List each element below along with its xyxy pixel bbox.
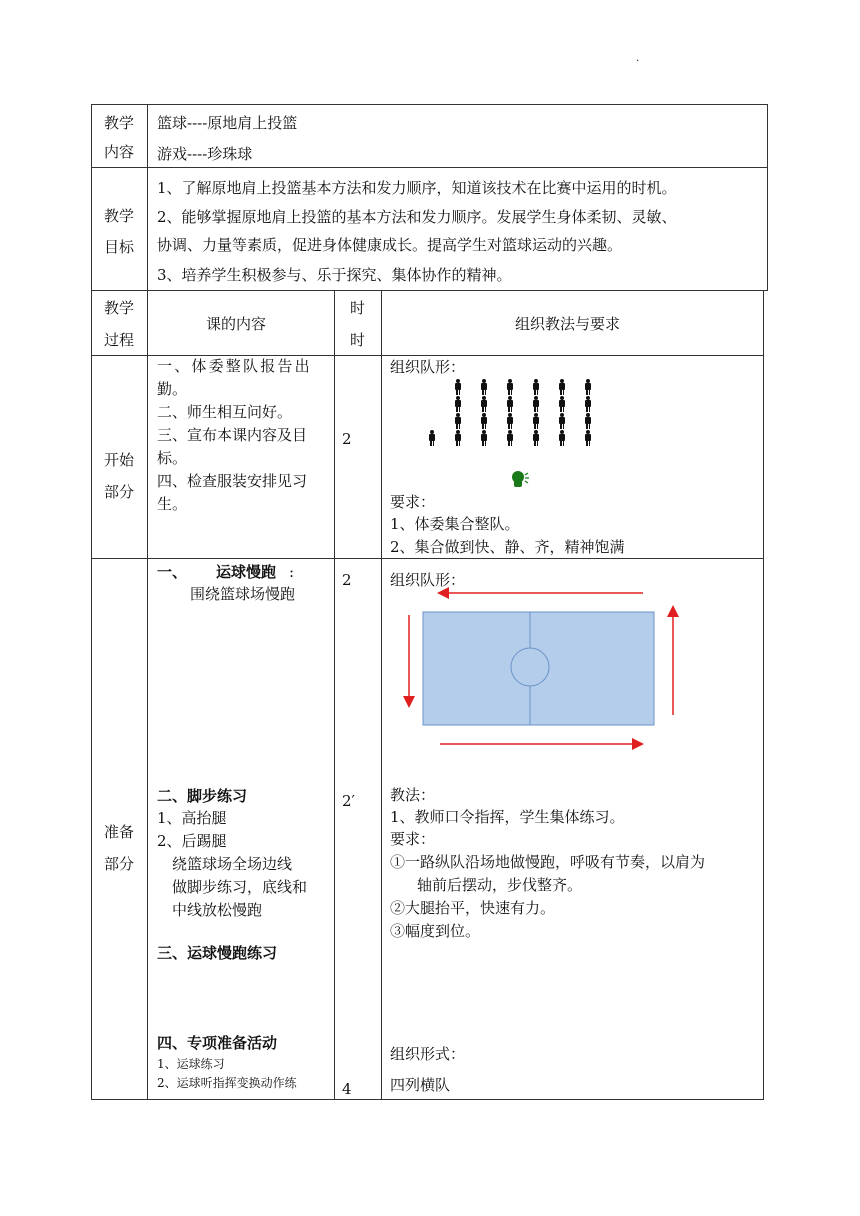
row3-label-2: 过程 xyxy=(104,331,135,349)
row1-label-2: 内容 xyxy=(104,143,135,161)
start-item-4b: 生。 xyxy=(157,495,188,513)
row2-label-2: 目标 xyxy=(104,238,135,256)
student-icon xyxy=(533,413,539,429)
court-diagram xyxy=(400,585,690,755)
prep-form-value: 四列横队 xyxy=(390,1076,451,1094)
prep-s1-colon: : xyxy=(289,563,295,581)
prep-s4-item-1: 1、运球练习 xyxy=(157,1057,225,1071)
student-icon xyxy=(559,430,565,446)
student-icon xyxy=(559,379,565,395)
objective-2: 2、能够掌握原地肩上投篮的基本方法和发力顺序。发展学生身体柔韧、灵敏、 xyxy=(157,208,677,226)
row1-label-1: 教学 xyxy=(104,114,135,132)
prep-s4-title: 四、专项准备活动 xyxy=(157,1034,278,1052)
student-icon xyxy=(507,396,513,412)
objective-3: 3、培养学生积极参与、乐于探究、集体协作的精神。 xyxy=(157,266,512,284)
student-icon xyxy=(533,396,539,412)
start-item-4: 四、检查服装安排见习 xyxy=(157,472,308,490)
prep-req-1b: 轴前后摆动，步伐整齐。 xyxy=(417,876,583,894)
student-icon xyxy=(429,430,435,446)
prep-label-1: 准备 xyxy=(104,823,135,841)
student-formation xyxy=(420,375,600,455)
prep-form-title: 组织形式： xyxy=(390,1045,466,1063)
prep-s1-number: 一、 xyxy=(157,563,188,581)
start-item-3b: 标。 xyxy=(157,449,188,467)
student-icon xyxy=(559,396,565,412)
student-icon xyxy=(507,379,513,395)
start-time: 2 xyxy=(342,430,352,448)
prep-s2-desc-3: 中线放松慢跑 xyxy=(172,901,263,919)
prep-req-title: 要求： xyxy=(390,830,436,848)
prep-s1-time: 2 xyxy=(342,571,352,589)
prep-s1-title: 运球慢跑 xyxy=(216,563,277,581)
prep-label-2: 部分 xyxy=(104,855,135,873)
start-req-1: 1、体委集合整队。 xyxy=(390,515,520,533)
student-icon xyxy=(481,396,487,412)
prep-formation-title: 组织队形： xyxy=(390,571,466,589)
student-icon xyxy=(585,413,591,429)
student-icon xyxy=(585,396,591,412)
student-icon xyxy=(455,379,461,395)
time-header-2: 时 xyxy=(350,331,366,349)
objective-1: 1、了解原地肩上投篮基本方法和发力顺序，知道该技术在比赛中运用的时机。 xyxy=(157,179,677,197)
student-icon xyxy=(481,430,487,446)
student-icon xyxy=(559,413,565,429)
prep-s2-item-2: 2、后踢腿 xyxy=(157,832,227,850)
prep-s2-desc-1: 绕篮球场全场边线 xyxy=(172,855,293,873)
prep-req-3: ③幅度到位。 xyxy=(390,922,481,940)
row2-label-1: 教学 xyxy=(104,207,135,225)
student-icon xyxy=(507,413,513,429)
student-icon xyxy=(533,430,539,446)
student-icon xyxy=(481,413,487,429)
prep-method-1: 1、教师口令指挥，学生集体练习。 xyxy=(390,808,625,826)
time-header-1: 时 xyxy=(350,299,366,317)
header-dot: . xyxy=(636,53,640,64)
content-header: 课的内容 xyxy=(206,315,267,333)
method-header: 组织教法与要求 xyxy=(515,315,621,333)
prep-req-2: ②大腿抬平，快速有力。 xyxy=(390,899,556,917)
start-formation-title: 组织队形： xyxy=(390,358,466,376)
prep-s4-item-2: 2、运球听指挥变换动作练 xyxy=(157,1076,297,1090)
prep-s1-desc: 围绕篮球场慢跑 xyxy=(190,585,296,603)
row3-label-1: 教学 xyxy=(104,299,135,317)
prep-method-title: 教法： xyxy=(390,786,436,804)
start-req-title: 要求： xyxy=(390,493,436,511)
lesson-content-1: 篮球----原地肩上投篮 xyxy=(157,114,298,132)
prep-s2-desc-2: 做脚步练习，底线和 xyxy=(172,878,308,896)
start-item-3: 三、宣布本课内容及目 xyxy=(157,426,308,444)
prep-s2-item-1: 1、高抬腿 xyxy=(157,809,227,827)
student-icon xyxy=(585,379,591,395)
start-label-1: 开始 xyxy=(104,451,135,469)
student-icon xyxy=(455,413,461,429)
objective-2b: 协调、力量等素质，促进身体健康成长。提高学生对篮球运动的兴趣。 xyxy=(157,236,623,254)
prep-s2-time: 2′ xyxy=(342,792,355,810)
student-icon xyxy=(481,379,487,395)
student-icon xyxy=(455,430,461,446)
student-icon xyxy=(455,396,461,412)
start-item-1b: 勤。 xyxy=(157,380,188,398)
start-item-1: 一、体委整队报告出 xyxy=(157,357,312,375)
student-icon xyxy=(585,430,591,446)
prep-req-1a: ①一路纵队沿场地做慢跑，呼吸有节奏，以肩为 xyxy=(390,853,706,871)
court-center-circle xyxy=(511,648,549,686)
student-icon xyxy=(533,379,539,395)
prep-s3-title: 三、运球慢跑练习 xyxy=(157,944,278,962)
start-item-2: 二、师生相互问好。 xyxy=(157,403,293,421)
start-req-2: 2、集合做到快、静、齐，精神饱满 xyxy=(390,538,625,556)
prep-s2-title: 二、脚步练习 xyxy=(157,787,248,805)
teacher-icon xyxy=(510,470,532,488)
lesson-content-2: 游戏----珍珠球 xyxy=(157,145,253,163)
student-icon xyxy=(507,430,513,446)
prep-s4-time: 4 xyxy=(342,1080,352,1098)
start-label-2: 部分 xyxy=(104,483,135,501)
